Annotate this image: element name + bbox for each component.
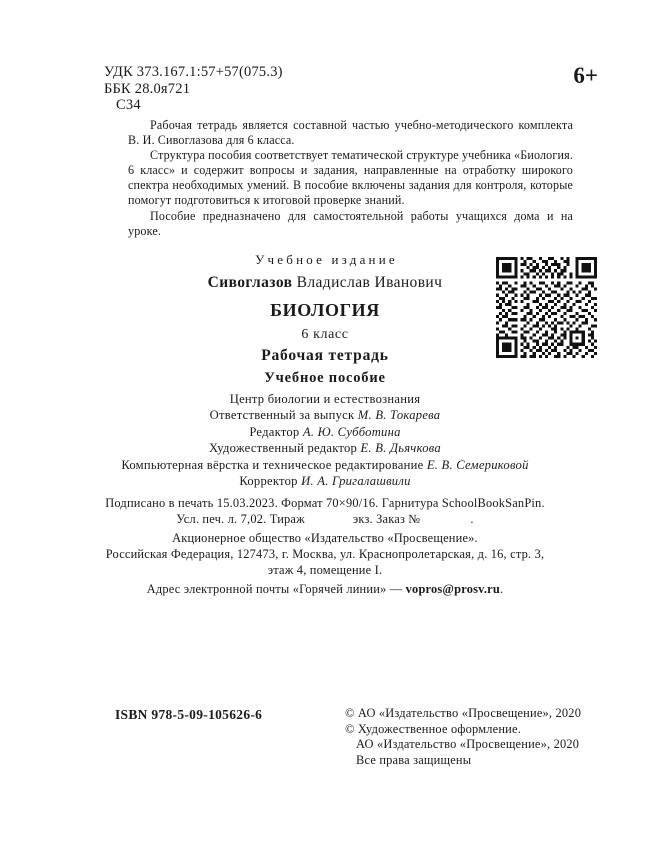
credits-block [0, 391, 650, 489]
author-surname: Сивоглазов [207, 274, 293, 291]
credit-proofreader-role: Корректор [239, 474, 298, 489]
credit-art-editor-role: Художественный редактор [209, 441, 358, 456]
copyright-line-3: АО «Издательство «Просвещение», 2020 [356, 737, 580, 752]
hotline-suffix: . [499, 582, 504, 596]
credit-layout-role: Компьютерная вёрстка и техническое редактирование [121, 457, 424, 472]
print-info-block [0, 495, 650, 527]
credit-layout-name: Е. В. Семериковой [426, 457, 529, 472]
bbk-code: ББК 28.0я721 [104, 80, 191, 97]
udk-code: УДК 373.167.1:57+57(075.3) [104, 64, 283, 80]
publisher-address-line-2: этаж 4, помещение I. [267, 563, 383, 577]
credit-proofreader [0, 473, 650, 489]
credit-center: Центр биологии и естествознания [229, 392, 421, 406]
publisher-name: Акционерное общество «Издательство «Просвещение». [172, 531, 478, 545]
copyright-block [345, 706, 581, 768]
publisher-address-line: Российская Федерация, 127473, г. Москва, ул. Краснопролетарская, д. 16, стр. 3, [105, 547, 545, 561]
credit-layout [0, 457, 650, 473]
credit-art-editor [0, 440, 650, 456]
annotation-paragraph-1: Рабочая тетрадь является составной частью учебно-методического комплекта В. И. Сивоглазова для 6 класса. [128, 118, 573, 148]
order-label: экз. Заказ № [352, 512, 421, 526]
author-code: С34 [116, 97, 141, 113]
credit-responsible-name: М. В. Токарева [357, 408, 441, 423]
print-info-line-1: Подписано в печать 15.03.2023. Формат 70×90/16. Гарнитура SchoolBookSanPin. [105, 496, 545, 510]
isbn-number: ISBN 978-5-09-105626-6 [115, 707, 263, 722]
print-info-line-2 [0, 511, 650, 527]
credit-art-editor-name: Е. В. Дьячкова [360, 441, 441, 456]
grade-level: 6 класс [301, 327, 349, 342]
edition-label: Учебное издание [255, 252, 398, 267]
annotation-paragraph-3: Пособие предназначено для самостоятельной работы учащихся дома и на уроке. [128, 208, 573, 238]
hotline-prefix: Адрес электронной почты «Горячей линии» — [146, 582, 403, 596]
copyright-line-2: © Художественное оформление. [345, 721, 521, 736]
credit-editor-name: А. Ю. Субботина [302, 424, 401, 439]
copyright-line-1: © АО «Издательство «Просвещение», 2020 [345, 706, 582, 720]
book-subtitle-workbook: Рабочая тетрадь [261, 347, 389, 364]
age-rating-badge: 6+ [573, 63, 598, 88]
hotline-email-line [0, 582, 650, 597]
copyright-line-4: Все права защищены [356, 752, 472, 767]
book-subtitle-manual: Учебное пособие [264, 370, 386, 386]
annotation-paragraph-2: Структура пособия соответствует тематической структуре учебника «Биология. 6 класс» и содержит вопросы и задания, направленные на отработку широкого спектра необходимых умений. В пособие включены задания для контроля, которые помогут подготовиться к итоговой проверке знаний. [128, 148, 573, 208]
print-info-period: . [470, 512, 474, 526]
classification-codes [104, 64, 283, 114]
credit-responsible [0, 407, 650, 423]
author-given-name: Владислав Иванович [296, 274, 443, 291]
publisher-address-block [0, 530, 650, 578]
annotation-block [128, 118, 573, 239]
credit-responsible-role: Ответственный за выпуск [209, 408, 355, 423]
print-run-label: Усл. печ. л. 7,02. Тираж [176, 512, 305, 526]
credit-editor-role: Редактор [249, 424, 300, 439]
credit-editor [0, 424, 650, 440]
qr-code-svg [496, 257, 597, 358]
credit-proofreader-name: И. А. Григалашвили [301, 474, 411, 489]
qr-code-icon [496, 257, 597, 358]
hotline-email-link[interactable]: vopros@prosv.ru [405, 582, 500, 596]
book-title: БИОЛОГИЯ [270, 300, 380, 320]
